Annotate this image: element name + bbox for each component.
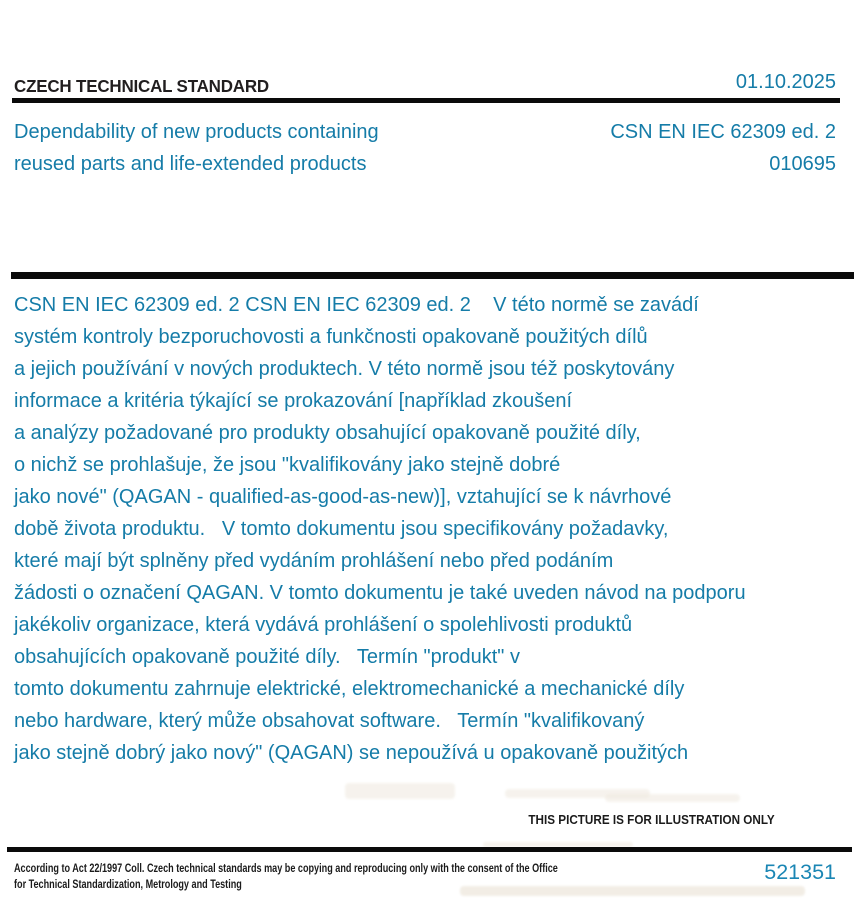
- watermark-smudge: [345, 783, 455, 799]
- illustration-only-note: THIS PICTURE IS FOR ILLUSTRATION ONLY: [528, 812, 775, 827]
- abstract-line: jako nové" (QAGAN - qualified-as-good-as-new)], vztahující se k návrhové: [14, 486, 672, 508]
- abstract-line: systém kontroly bezporuchovosti a funkčnosti opakovaně použitých dílů: [14, 326, 648, 348]
- page-title: CZECH TECHNICAL STANDARD: [14, 76, 270, 96]
- abstract-divider: [11, 272, 854, 279]
- copyright-notice: [14, 861, 558, 893]
- standard-title-line2: reused parts and life-extended products: [14, 153, 367, 175]
- abstract-line: době života produktu. V tomto dokumentu jsou specifikovány požadavky,: [14, 518, 669, 540]
- standard-identifiers: [610, 116, 836, 180]
- abstract-line: nebo hardware, který může obsahovat software. Termín "kvalifikovaný: [14, 710, 645, 732]
- standard-title-line1: Dependability of new products containing: [14, 121, 379, 143]
- abstract-line: tomto dokumentu zahrnuje elektrické, elektromechanické a mechanické díly: [14, 678, 685, 700]
- order-number: 521351: [764, 860, 836, 884]
- watermark-smudge: [605, 794, 740, 802]
- abstract-line: žádosti o označení QAGAN. V tomto dokumentu je také uveden návod na podporu: [14, 582, 746, 604]
- abstract-line: o nichž se prohlašuje, že jsou "kvalifikovány jako stejně dobré: [14, 454, 561, 476]
- abstract-line: a analýzy požadované pro produkty obsahující opakovaně použité díly,: [14, 422, 641, 444]
- issue-date: 01.10.2025: [735, 71, 836, 93]
- abstract-line: a jejich používání v nových produktech. V této normě jsou též poskytovány: [14, 358, 675, 380]
- standard-class-code: 010695: [769, 153, 836, 175]
- abstract-line: které mají být splněny před vydáním prohlášení nebo před podáním: [14, 550, 614, 572]
- copyright-notice-line2: for Technical Standardization, Metrology and Testing: [14, 879, 242, 891]
- abstract-line: CSN EN IEC 62309 ed. 2 CSN EN IEC 62309 ed. 2 V této normě se zavádí: [14, 294, 699, 316]
- standard-designation: CSN EN IEC 62309 ed. 2: [610, 121, 836, 143]
- abstract-text: [14, 289, 859, 769]
- copyright-notice-line1: According to Act 22/1997 Coll. Czech technical standards may be copying and reproducing only with the consent of the Office: [14, 863, 558, 875]
- abstract-line: informace a kritéria týkající se prokazování [například zkoušení: [14, 390, 573, 412]
- footer-divider: [7, 847, 852, 852]
- abstract-line: jako stejně dobrý jako nový" (QAGAN) se nepoužívá u opakovaně použitých: [14, 742, 689, 764]
- masthead-divider: [12, 98, 840, 103]
- standard-title-english: [14, 116, 379, 180]
- abstract-line: jakékoliv organizace, která vydává prohlášení o spolehlivosti produktů: [14, 614, 633, 636]
- abstract-line: obsahujících opakovaně použité díly. Termín "produkt" v: [14, 646, 520, 668]
